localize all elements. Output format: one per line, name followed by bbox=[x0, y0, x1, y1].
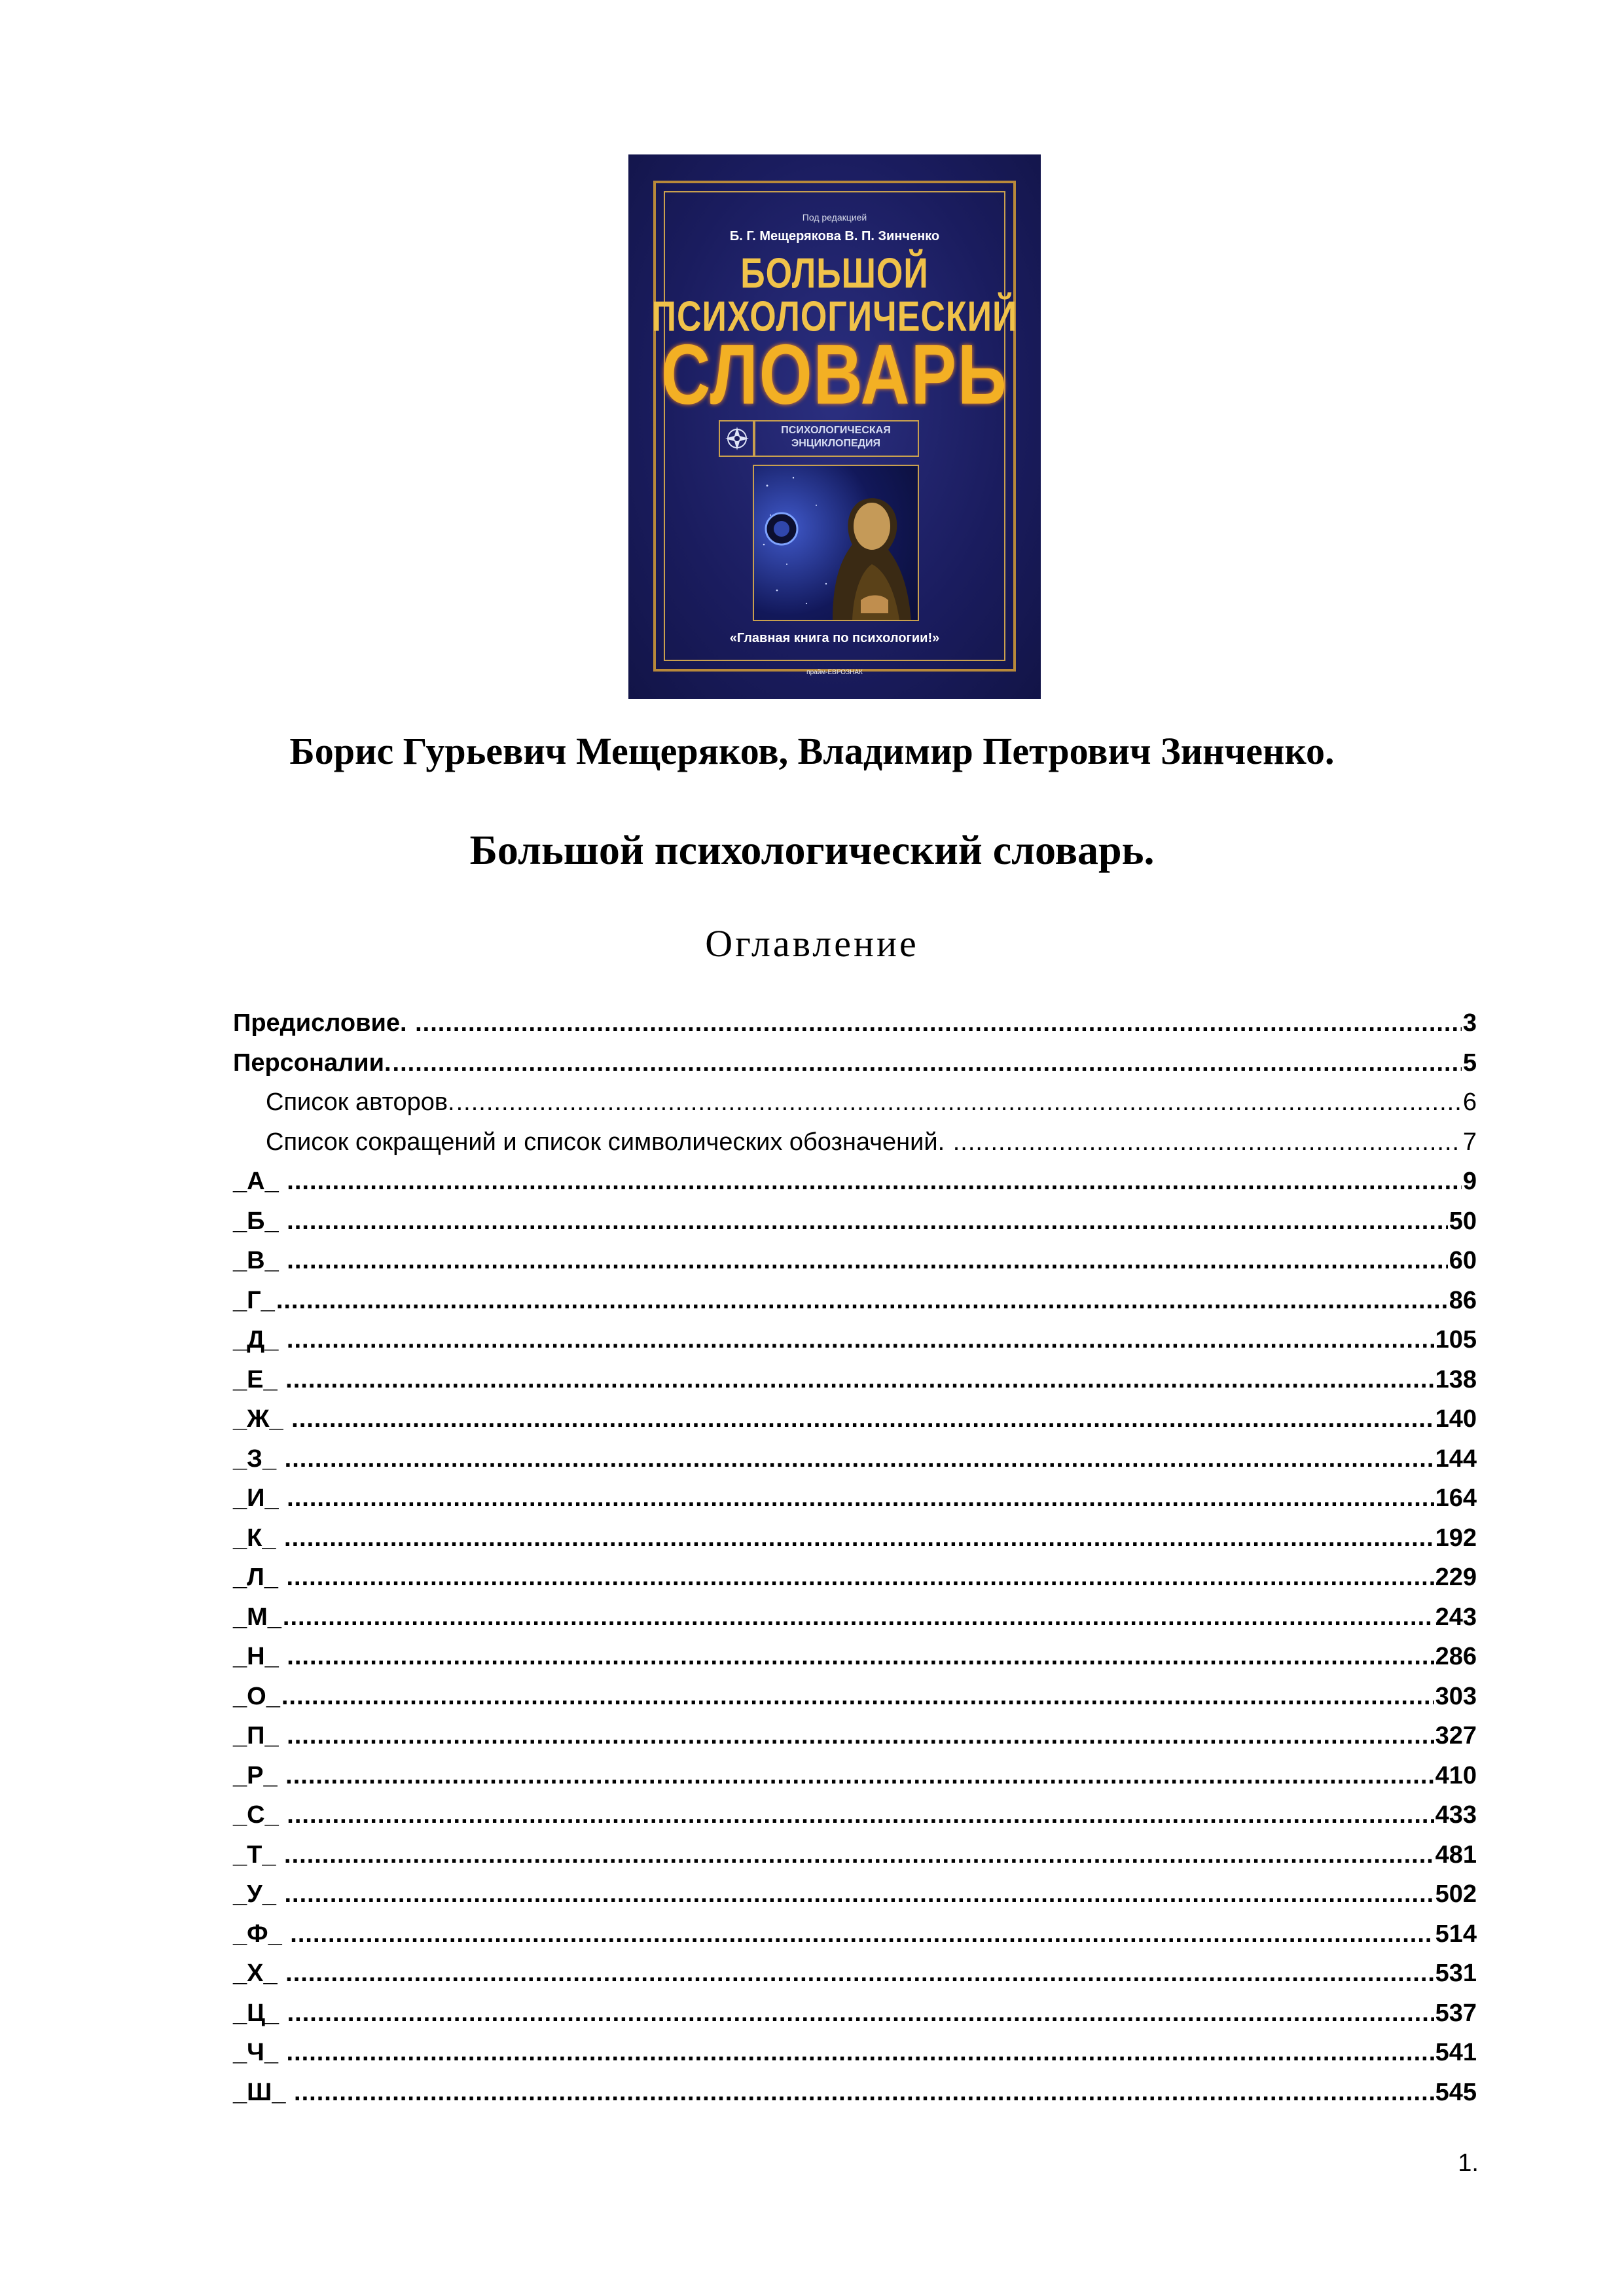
toc-entry[interactable] bbox=[233, 1914, 1477, 1954]
toc-entry-page: 545 bbox=[1435, 2078, 1477, 2106]
toc-entry[interactable] bbox=[233, 1558, 1477, 1598]
cover-title-line-2: ПСИХОЛОГИЧЕСКИЙ bbox=[651, 293, 1018, 341]
toc-entry[interactable] bbox=[233, 1399, 1477, 1439]
toc-entry[interactable] bbox=[233, 1954, 1477, 1994]
table-of-contents bbox=[233, 1003, 1477, 2112]
toc-dot-leader bbox=[291, 1399, 1434, 1439]
toc-dot-leader bbox=[285, 1954, 1434, 1994]
toc-entry-label: Персоналии. bbox=[233, 1049, 391, 1077]
toc-entry-label: _Л_ bbox=[233, 1564, 285, 1591]
toc-dot-leader bbox=[294, 2073, 1434, 2113]
toc-entry-label: _А_ bbox=[233, 1168, 286, 1195]
toc-entry-label: _О_ bbox=[233, 1682, 280, 1710]
toc-entry-label: _Г_ bbox=[233, 1286, 275, 1314]
toc-dot-leader bbox=[287, 1637, 1434, 1677]
toc-entry[interactable] bbox=[233, 1716, 1477, 1756]
toc-dot-leader bbox=[284, 1874, 1434, 1914]
toc-dot-leader bbox=[276, 1281, 1448, 1321]
toc-dot-leader bbox=[281, 1677, 1434, 1717]
toc-entry-page: 514 bbox=[1435, 1920, 1477, 1948]
toc-entry-label: Предисловие. bbox=[233, 1009, 414, 1037]
toc-dot-leader bbox=[287, 1795, 1434, 1835]
toc-entry-label: Список авторов. bbox=[266, 1088, 455, 1116]
toc-entry[interactable] bbox=[233, 2033, 1477, 2073]
toc-entry-label: _Б_ bbox=[233, 1207, 286, 1235]
book-title: Большой психологический словарь. bbox=[469, 827, 1155, 873]
toc-entry-label: _Ж_ bbox=[233, 1405, 291, 1433]
toc-entry[interactable] bbox=[233, 1994, 1477, 2034]
cover-series-line-1: ПСИХОЛОГИЧЕСКАЯ bbox=[781, 425, 891, 436]
toc-entry[interactable] bbox=[233, 1043, 1477, 1083]
toc-entry-page: 138 bbox=[1435, 1365, 1477, 1393]
toc-entry-label: Список сокращений и список символических обозначений. bbox=[266, 1128, 952, 1156]
cover-title-line-1: БОЛЬШОЙ bbox=[740, 249, 929, 298]
cover-painting-illustration bbox=[753, 465, 919, 621]
toc-entry-page: 60 bbox=[1449, 1247, 1477, 1274]
toc-entry[interactable] bbox=[233, 1003, 1477, 1043]
toc-dot-leader bbox=[953, 1122, 1462, 1162]
toc-entry[interactable] bbox=[233, 1281, 1477, 1321]
toc-entry-page: 192 bbox=[1435, 1524, 1477, 1552]
toc-entry-page: 433 bbox=[1435, 1801, 1477, 1829]
toc-entry-page: 86 bbox=[1449, 1286, 1477, 1314]
cover-emblem-icon bbox=[719, 420, 755, 457]
toc-entry-page: 144 bbox=[1435, 1444, 1477, 1473]
book-authors: Борис Гурьевич Мещеряков, Владимир Петрович Зинченко. bbox=[289, 730, 1335, 772]
toc-entry[interactable] bbox=[233, 1439, 1477, 1479]
cover-editors-label: Под редакцией bbox=[802, 212, 867, 223]
toc-entry-page: 243 bbox=[1435, 1603, 1477, 1631]
toc-entry-label: _Ч_ bbox=[233, 2039, 285, 2066]
toc-dot-leader bbox=[287, 1162, 1462, 1202]
toc-entry[interactable] bbox=[233, 1320, 1477, 1360]
toc-entry[interactable] bbox=[233, 1518, 1477, 1558]
toc-dot-leader bbox=[285, 1756, 1434, 1796]
toc-entry-label: _В_ bbox=[233, 1247, 286, 1274]
toc-entry-page: 537 bbox=[1435, 1999, 1477, 2027]
toc-entry-label: _Е_ bbox=[233, 1365, 285, 1393]
toc-entry[interactable] bbox=[233, 1083, 1477, 1122]
toc-entry-page: 140 bbox=[1435, 1405, 1477, 1433]
toc-dot-leader bbox=[287, 1320, 1434, 1360]
toc-entry[interactable] bbox=[233, 1241, 1477, 1281]
toc-dot-leader bbox=[287, 1202, 1448, 1242]
toc-entry-page: 303 bbox=[1435, 1682, 1477, 1710]
toc-entry-page: 3 bbox=[1462, 1009, 1477, 1037]
toc-entry-page: 6 bbox=[1462, 1088, 1477, 1116]
toc-dot-leader bbox=[290, 1914, 1434, 1954]
toc-dot-leader bbox=[287, 1558, 1434, 1598]
toc-entry-label: _К_ bbox=[233, 1524, 283, 1552]
toc-entry-page: 481 bbox=[1435, 1840, 1477, 1869]
toc-entry[interactable] bbox=[233, 1202, 1477, 1242]
toc-dot-leader bbox=[393, 1043, 1462, 1083]
toc-entry[interactable] bbox=[233, 1598, 1477, 1638]
toc-entry-label: _Ф_ bbox=[233, 1920, 289, 1948]
book-cover-image bbox=[628, 154, 1041, 699]
toc-dot-leader bbox=[284, 1518, 1434, 1558]
toc-dot-leader bbox=[287, 1479, 1434, 1518]
toc-dot-leader bbox=[287, 1241, 1447, 1281]
toc-entry-label: _Т_ bbox=[233, 1840, 283, 1869]
toc-dot-leader bbox=[285, 1360, 1434, 1400]
toc-entry[interactable] bbox=[233, 1677, 1477, 1717]
toc-entry-page: 105 bbox=[1435, 1326, 1477, 1354]
toc-entry-label: _Х_ bbox=[233, 1960, 285, 1987]
toc-entry-label: _П_ bbox=[233, 1722, 286, 1749]
toc-entry-page: 9 bbox=[1462, 1168, 1477, 1195]
toc-entry-label: _У_ bbox=[233, 1880, 283, 1908]
toc-entry-page: 531 bbox=[1435, 1960, 1477, 1987]
toc-entry-label: _З_ bbox=[233, 1444, 283, 1473]
toc-entry-page: 502 bbox=[1435, 1880, 1477, 1908]
toc-dot-leader bbox=[287, 1994, 1434, 2034]
toc-entry-label: _И_ bbox=[233, 1484, 286, 1512]
toc-dot-leader bbox=[283, 1598, 1434, 1638]
toc-entry[interactable] bbox=[233, 1835, 1477, 1875]
toc-entry[interactable] bbox=[233, 1637, 1477, 1677]
toc-dot-leader bbox=[287, 1716, 1434, 1756]
toc-entry-page: 410 bbox=[1435, 1761, 1477, 1789]
toc-heading: Оглавление bbox=[705, 922, 919, 965]
cover-editors: Б. Г. Мещерякова В. П. Зинченко bbox=[729, 229, 940, 243]
toc-entry[interactable] bbox=[233, 1122, 1477, 1162]
toc-dot-leader bbox=[287, 2033, 1434, 2073]
toc-entry-page: 541 bbox=[1435, 2039, 1477, 2066]
toc-entry-page: 50 bbox=[1449, 1207, 1477, 1235]
toc-entry-label: _Д_ bbox=[233, 1326, 285, 1354]
toc-entry-label: _Р_ bbox=[233, 1761, 285, 1789]
toc-dot-leader bbox=[285, 1439, 1434, 1479]
cover-title-line-3: СЛОВАРЬ bbox=[661, 327, 1008, 423]
toc-entry-label: _Н_ bbox=[233, 1643, 286, 1670]
toc-entry[interactable] bbox=[233, 1479, 1477, 1518]
toc-entry-page: 229 bbox=[1435, 1564, 1477, 1591]
page-number: 1. bbox=[1458, 2149, 1479, 2177]
toc-entry-page: 5 bbox=[1462, 1049, 1477, 1077]
toc-entry-page: 7 bbox=[1462, 1128, 1477, 1156]
toc-dot-leader bbox=[284, 1835, 1434, 1875]
toc-entry-page: 164 bbox=[1435, 1484, 1477, 1512]
cover-series-box bbox=[753, 420, 919, 457]
cover-series-line-2: ЭНЦИКЛОПЕДИЯ bbox=[791, 438, 881, 449]
cover-publisher-logo: прайм-ЕВРОЗНАК bbox=[806, 669, 863, 676]
toc-entry-page: 327 bbox=[1435, 1722, 1477, 1749]
toc-dot-leader bbox=[415, 1003, 1462, 1043]
toc-entry[interactable] bbox=[233, 1360, 1477, 1400]
toc-entry-page: 286 bbox=[1435, 1643, 1477, 1670]
toc-entry-label: _М_ bbox=[233, 1603, 281, 1631]
toc-entry-label: _Ш_ bbox=[233, 2078, 293, 2106]
toc-entry[interactable] bbox=[233, 1874, 1477, 1914]
toc-entry[interactable] bbox=[233, 1795, 1477, 1835]
toc-entry-label: _Ц_ bbox=[233, 1999, 286, 2027]
toc-entry[interactable] bbox=[233, 1756, 1477, 1796]
toc-entry[interactable] bbox=[233, 1162, 1477, 1202]
toc-dot-leader bbox=[456, 1083, 1462, 1122]
toc-entry-label: _С_ bbox=[233, 1801, 286, 1829]
cover-slogan: «Главная книга по психологии!» bbox=[729, 631, 940, 645]
toc-entry[interactable] bbox=[233, 2073, 1477, 2113]
